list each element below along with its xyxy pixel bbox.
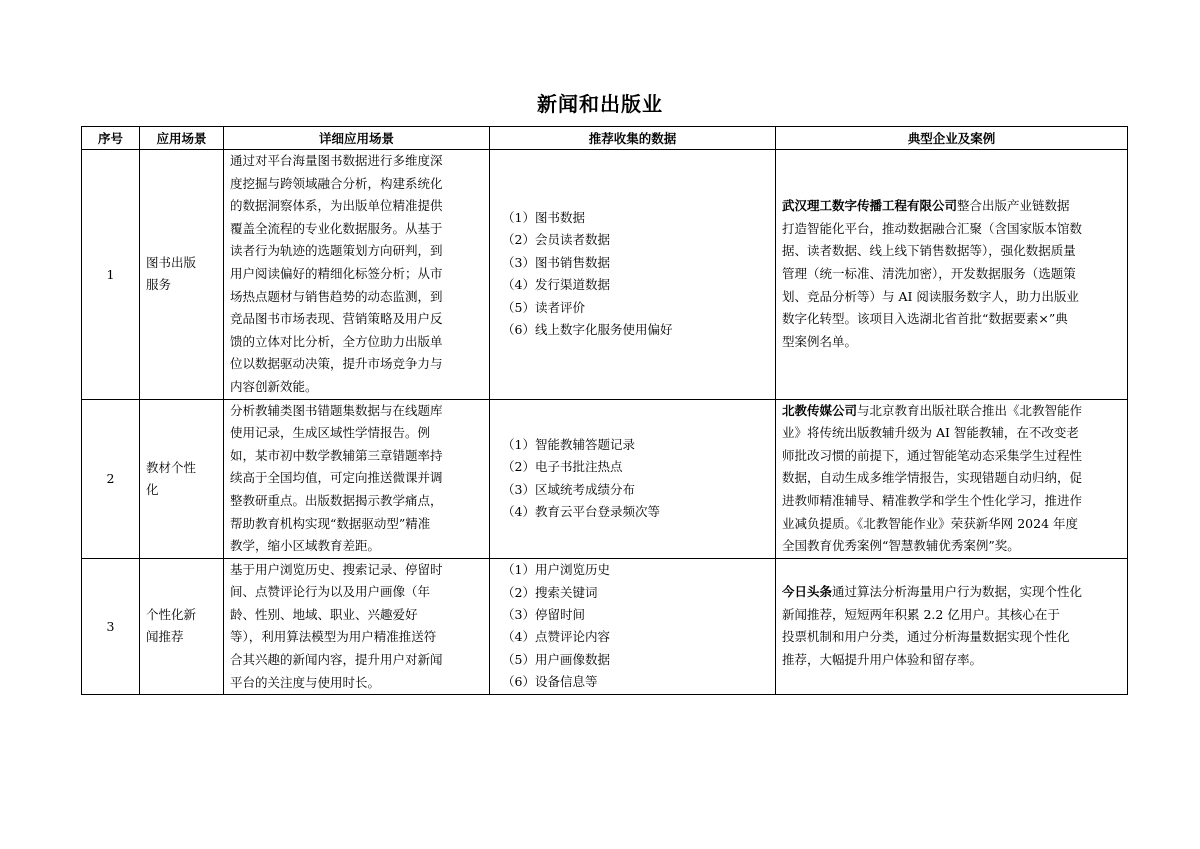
detail-line: 通过对平台海量图书数据进行多维度深: [230, 153, 443, 168]
data-item: （4）教育云平台登录频次等: [502, 504, 660, 520]
case-line: 数据，自动生成多维学情报告，实现错题自动归纳，促: [782, 470, 1083, 486]
case-line: 划、竞品分析等）与 AI 阅读服务数字人，助力出版业: [782, 288, 1079, 304]
header-case: 典型企业及案例: [776, 127, 1128, 150]
detail-line: 整教研重点。出版数据揭示教学痛点，: [230, 492, 443, 508]
data-item: （2）搜索关键词: [502, 584, 598, 600]
case-line: 管理（统一标准、清洗加密），开发数据服务（选题策: [782, 265, 1076, 281]
case-line: 进教师精准辅导、精准教学和学生个性化学习，推进作: [782, 492, 1083, 508]
detail-line: 度挖掘与跨领域融合分析，构建系统化: [230, 175, 443, 191]
detail-line: 教学，缩小区域教育差距。: [230, 538, 381, 554]
row-index: 3: [82, 558, 140, 695]
detail-line: 场热点题材与销售趋势的动态监测，到: [230, 288, 443, 304]
case-line: 新闻推荐，短短两年积累 2.2 亿用户。其核心在于: [782, 606, 1060, 622]
case-line: 业减负提质。《北教智能作业》荣获新华网 2024 年度: [782, 515, 1079, 531]
detail-line: 分析教辅类图书错题集数据与在线题库: [230, 402, 443, 418]
table-row: [82, 150, 1128, 400]
case-line: 据、读者数据、线上线下销售数据等），强化数据质量: [782, 243, 1076, 259]
case-line: 业》将传统出版教辅升级为 AI 智能教辅，在不改变老: [782, 425, 1079, 441]
detail-line: 使用记录，生成区域性学情报告。例: [230, 425, 431, 441]
scene-line: 个性化新: [146, 607, 197, 623]
detail-line: 间、点赞评论行为以及用户画像（年: [230, 584, 431, 600]
row-data: [490, 150, 776, 400]
data-table: [81, 126, 1128, 695]
detail-line: 用户阅读偏好的精细化标签分析；从市: [230, 265, 443, 281]
header-data: 推荐收集的数据: [490, 127, 776, 150]
detail-line: 平台的关注度与使用时长。: [230, 674, 381, 690]
scene-line: 化: [146, 481, 159, 497]
detail-line: 合其兴趣的新闻内容，提升用户对新闻: [230, 652, 443, 668]
table-row: [82, 558, 1128, 695]
data-item: （3）图书销售数据: [502, 254, 610, 270]
header-index: 序号: [82, 127, 140, 150]
case-first-rest: 通过算法分析海量用户行为数据，实现个性化: [832, 584, 1083, 600]
detail-line: 内容创新效能。: [230, 378, 318, 394]
case-first-line: [782, 195, 1121, 218]
case-line: 推荐，大幅提升用户体验和留存率。: [782, 652, 983, 668]
case-first-line: [782, 400, 1121, 423]
data-item: （3）停留时间: [502, 607, 585, 623]
row-data: [490, 399, 776, 558]
scene-line: 闻推荐: [146, 629, 184, 645]
detail-line: 的数据洞察体系，为出版单位精准提供: [230, 198, 443, 214]
header-detail: 详细应用场景: [224, 127, 490, 150]
detail-line: 如，某市初中数学教辅第三章错题率持: [230, 447, 443, 463]
case-line: 投票机制和用户分类，通过分析海量数据实现个性化: [782, 629, 1070, 645]
detail-line: 馈的立体对比分析，全方位助力出版单: [230, 333, 443, 349]
detail-line: 读者行为轨迹的选题策划方向研判，到: [230, 243, 443, 259]
case-line: 全国教育优秀案例“智慧教辅优秀案例”奖。: [782, 538, 1020, 554]
scene-line: 服务: [146, 277, 172, 293]
data-item: （1）用户浏览历史: [502, 562, 610, 578]
data-item: （6）线上数字化服务使用偏好: [502, 322, 673, 338]
data-item: （4）发行渠道数据: [502, 277, 610, 293]
data-item: （4）点赞评论内容: [502, 629, 610, 645]
row-detail: [224, 150, 490, 400]
scene-line: 图书出版: [146, 255, 197, 271]
data-item: （2）电子书批注热点: [502, 459, 623, 475]
table-row: [82, 399, 1128, 558]
detail-line: 竞品图书市场表现、营销策略及用户反: [230, 311, 443, 327]
row-scene: [140, 399, 224, 558]
header-scene: 应用场景: [140, 127, 224, 150]
case-first-rest: 与北京教育出版社联合推出《北教智能作: [857, 402, 1083, 418]
case-company: 北教传媒公司: [782, 402, 858, 418]
page-title: 新闻和出版业: [537, 92, 663, 116]
detail-line: 龄、性别、地域、职业、兴趣爱好: [230, 606, 418, 622]
scene-line: 教材个性: [146, 459, 197, 475]
row-data: [490, 558, 776, 695]
data-item: （6）设备信息等: [502, 674, 598, 690]
case-line: 师批改习惯的前提下，通过智能笔动态采集学生过程性: [782, 447, 1083, 463]
detail-line: 覆盖全流程的专业化数据服务。从基于: [230, 220, 443, 236]
case-first-rest: 整合出版产业链数据: [957, 198, 1070, 214]
row-case: [776, 399, 1128, 558]
data-item: （1）图书数据: [502, 210, 585, 226]
data-item: （1）智能教辅答题记录: [502, 436, 635, 452]
case-line: 数字化转型。该项目入选湖北省首批“数据要素×”典: [782, 311, 1068, 327]
data-item: （5）用户画像数据: [502, 651, 610, 667]
row-case: [776, 558, 1128, 695]
table-header-row: [82, 127, 1128, 150]
detail-line: 续高于全国均值，可定向推送微课并调: [230, 470, 443, 486]
row-index: 2: [82, 399, 140, 558]
row-scene: [140, 558, 224, 695]
row-detail: [224, 558, 490, 695]
row-scene: [140, 150, 224, 400]
detail-line: 帮助教育机构实现“数据驱动型”精准: [230, 515, 431, 531]
case-line: 型案例名单。: [782, 333, 858, 349]
case-company: 今日头条: [782, 584, 833, 600]
data-item: （3）区域统考成绩分布: [502, 481, 635, 497]
row-index: 1: [82, 150, 140, 400]
data-item: （2）会员读者数据: [502, 232, 610, 248]
data-item: （5）读者评价: [502, 299, 585, 315]
case-first-line: [782, 581, 1121, 604]
case-company: 武汉理工数字传播工程有限公司: [782, 198, 958, 214]
detail-line: 等），利用算法模型为用户精准推送符: [230, 629, 437, 645]
row-detail: [224, 399, 490, 558]
row-case: [776, 150, 1128, 400]
detail-line: 基于用户浏览历史、搜索记录、停留时: [230, 561, 443, 577]
case-line: 打造智能化平台，推动数据融合汇聚（含国家版本馆数: [782, 220, 1083, 236]
detail-line: 位以数据驱动决策，提升市场竞争力与: [230, 356, 443, 372]
